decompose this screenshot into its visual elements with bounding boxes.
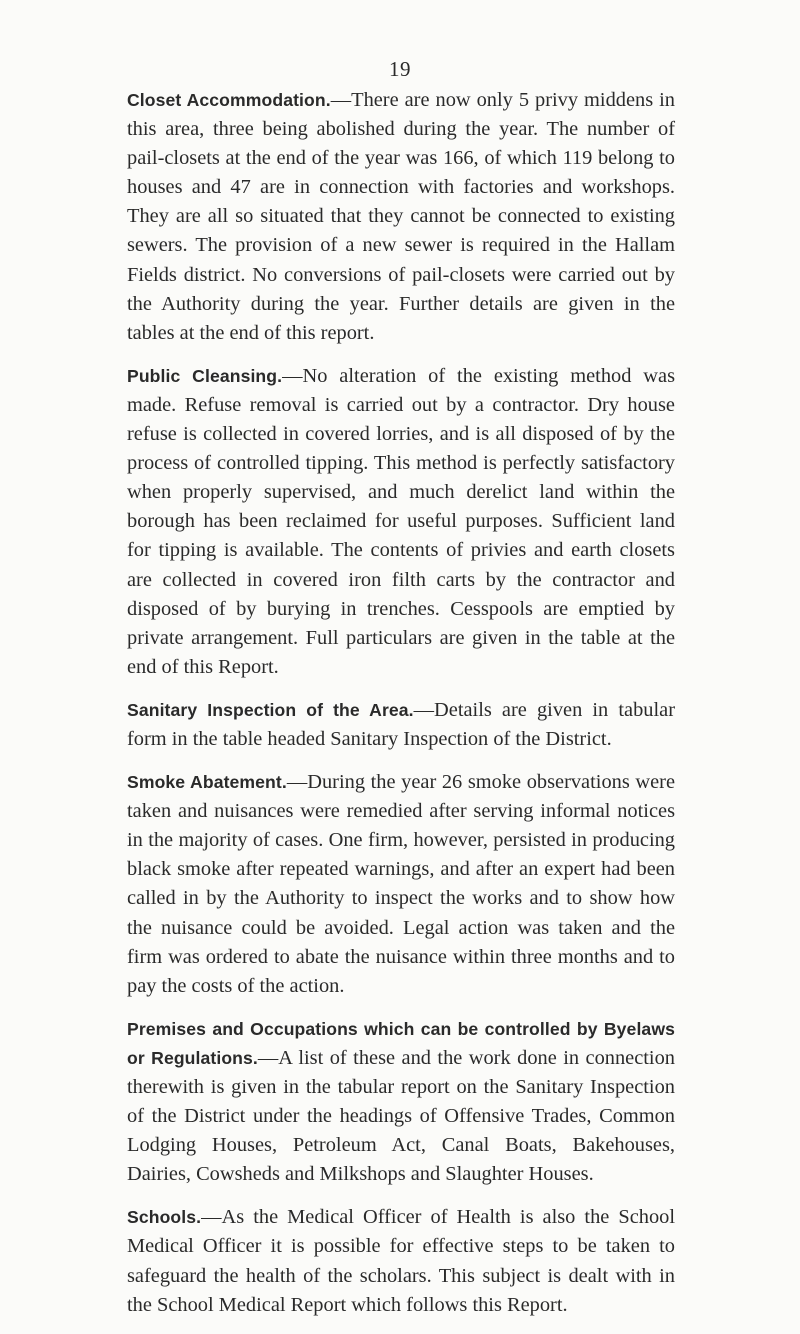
section-heading: Schools. — [127, 1207, 202, 1228]
section-smoke-abatement — [127, 768, 675, 1001]
section-sanitary-inspection — [127, 696, 675, 754]
section-heading: Premises and Occupations which can be controlled by Byelaws or Regulations. — [127, 1018, 675, 1068]
section-heading: Smoke Abatement. — [127, 772, 287, 793]
section-body: —A list of these and the work done in connection therewith is given in the tabular report on the Sanitary Inspection of the District under the headings of Offensive Trades, Common Lodging Houses, Petroleum Act, Canal Boats, Bakehouses, Dairies, Cowsheds and Milkshops and Slaughter Houses. — [127, 1046, 675, 1186]
section-schools — [127, 1203, 675, 1319]
section-closet-accommodation — [127, 86, 675, 348]
page-content — [127, 86, 675, 1334]
section-body: —There are now only 5 privy middens in this area, three being abolished during the year. The number of pail-closets at the end of the year was 166, of which 119 belong to houses and 47 are in connection with factories and workshops. They are all so situated that they cannot be connected to existing sewers. The provision of a new sewer is required in the Hallam Fields district. No conversions of pail-closets were carried out by the Authority during the year. Further details are given in the tables at the end of this report. — [127, 89, 675, 344]
section-premises-occupations — [127, 1015, 675, 1190]
section-body: —As the Medical Officer of Health is also the School Medical Officer it is possible for effective steps to be taken to safeguard the health of the scholars. This subject is dealt with in the School Medical Report which follows this Report. — [127, 1206, 675, 1316]
section-public-cleansing — [127, 362, 675, 682]
section-heading: Closet Accommodation. — [127, 90, 331, 110]
section-heading: Sanitary Inspection of the Area. — [127, 699, 414, 720]
section-body: —Details are given in tabular form in the table headed Sanitary Inspection of the District. — [127, 698, 675, 750]
page-number: 19 — [389, 57, 411, 81]
section-body: —During the year 26 smoke observations were taken and nuisances were remedied after serving informal notices in the majority of cases. One firm, however, persisted in producing black smoke after repeated warnings, and after an expert had been called in by the Authority to inspect the works and to show how the nuisance could be avoided. Legal action was taken and the firm was ordered to abate the nuisance within three months and to pay the costs of the action. — [127, 771, 675, 997]
section-body: —No alteration of the existing method was made. Refuse removal is carried out by a contractor. Dry house refuse is collected in covered lorries, and is all disposed of by the process of controlled tipping. This method is perfectly satisfactory when properly supervised, and much derelict land within the borough has been reclaimed for useful purposes. Sufficient land for tipping is available. The contents of privies and earth closets are collected in covered iron filth carts by the contractor and disposed of by burying in trenches. Cesspools are emptied by private arrangement. Full particulars are given in the table at the end of this Report. — [127, 364, 675, 678]
section-heading: Public Cleansing. — [127, 365, 283, 386]
